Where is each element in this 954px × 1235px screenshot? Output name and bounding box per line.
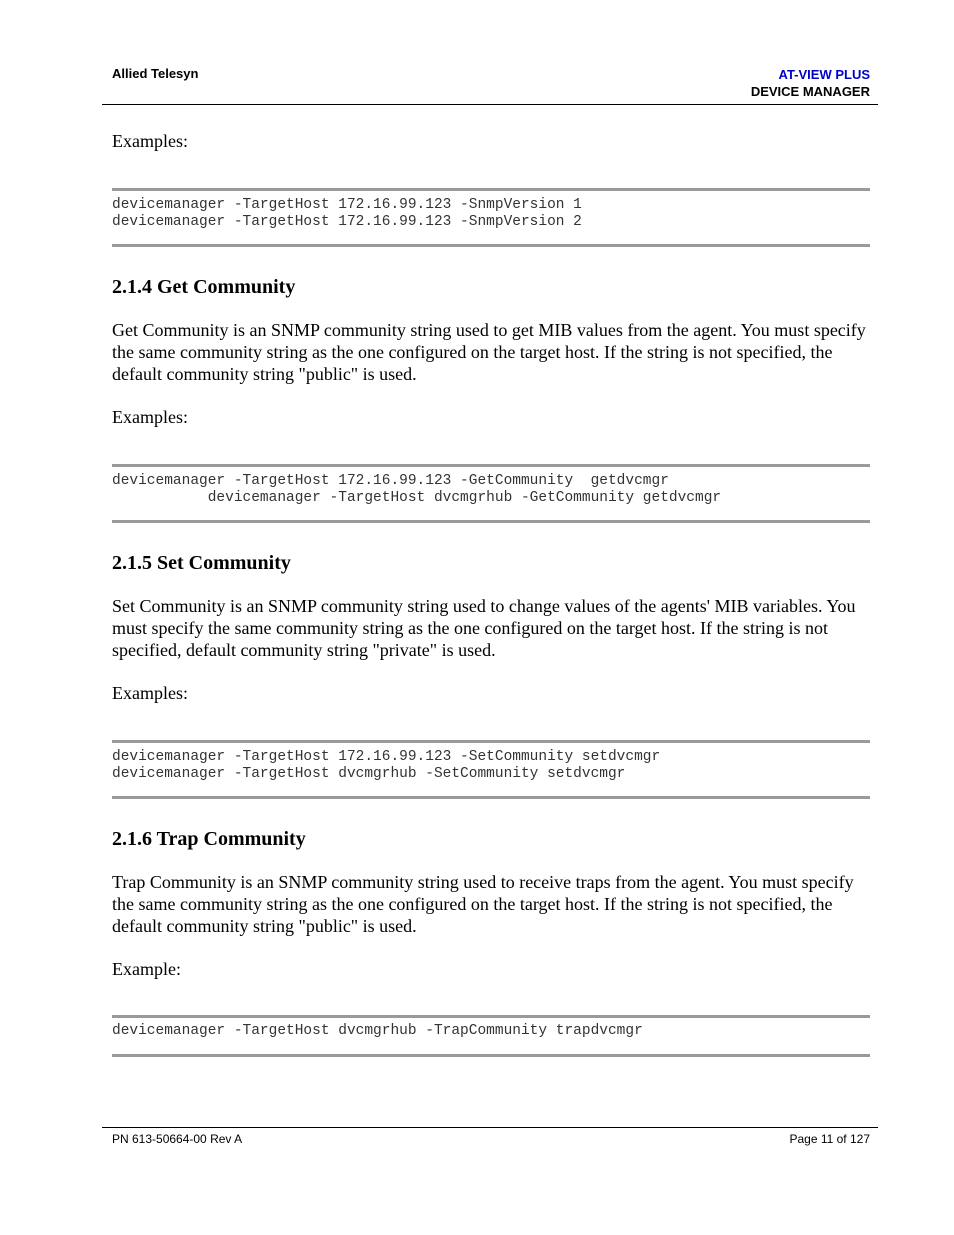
code-line: devicemanager -TargetHost dvcmgrhub -GetCommunity getdvcmgr — [112, 490, 722, 506]
section-body: Set Community is an SNMP community string used to change values of the agents' MIB variables. You must specify the same community string as the one configured on the target host. If the string is not specified, default community string "private" is used. — [112, 596, 856, 660]
code-block — [112, 188, 870, 247]
section-heading: 2.1.6 Trap Community — [112, 828, 306, 850]
header-product: AT-VIEW PLUS — [778, 67, 870, 82]
footer-divider — [102, 1127, 878, 1128]
examples-label: Examples: — [112, 131, 188, 151]
code-line: devicemanager -TargetHost 172.16.99.123 -SnmpVersion 2 — [112, 214, 582, 230]
examples-label: Examples: — [112, 407, 188, 427]
section-heading: 2.1.5 Set Community — [112, 552, 291, 574]
code-block — [112, 1015, 870, 1057]
examples-label: Example: — [112, 959, 181, 979]
code-line: devicemanager -TargetHost dvcmgrhub -SetCommunity setdvcmgr — [112, 766, 626, 782]
code-line: devicemanager -TargetHost dvcmgrhub -TrapCommunity trapdvcmgr — [112, 1023, 643, 1039]
footer-part-number: PN 613-50664-00 Rev A — [112, 1132, 243, 1146]
section-body: Trap Community is an SNMP community string used to receive traps from the agent. You must specify the same community string as the one configured on the target host. If the string is not specified, the default community string "public" is used. — [112, 872, 854, 936]
code-line: devicemanager -TargetHost 172.16.99.123 -SnmpVersion 1 — [112, 197, 582, 213]
examples-label: Examples: — [112, 683, 188, 703]
header-subtitle: DEVICE MANAGER — [750, 84, 870, 99]
header-divider — [102, 104, 878, 105]
code-block — [112, 740, 870, 799]
footer-page-number: Page 11 of 127 — [789, 1132, 870, 1146]
code-line: devicemanager -TargetHost 172.16.99.123 -GetCommunity getdvcmgr — [112, 473, 669, 489]
section-heading: 2.1.4 Get Community — [112, 276, 296, 298]
header-company: Allied Telesyn — [112, 66, 199, 81]
section-body: Get Community is an SNMP community string used to get MIB values from the agent. You must specify the same community string as the one configured on the target host. If the string is not specified, the default community string "public" is used. — [112, 320, 866, 384]
code-line: devicemanager -TargetHost 172.16.99.123 -SetCommunity setdvcmgr — [112, 749, 661, 765]
code-block — [112, 464, 870, 523]
header-product-block — [751, 66, 870, 100]
